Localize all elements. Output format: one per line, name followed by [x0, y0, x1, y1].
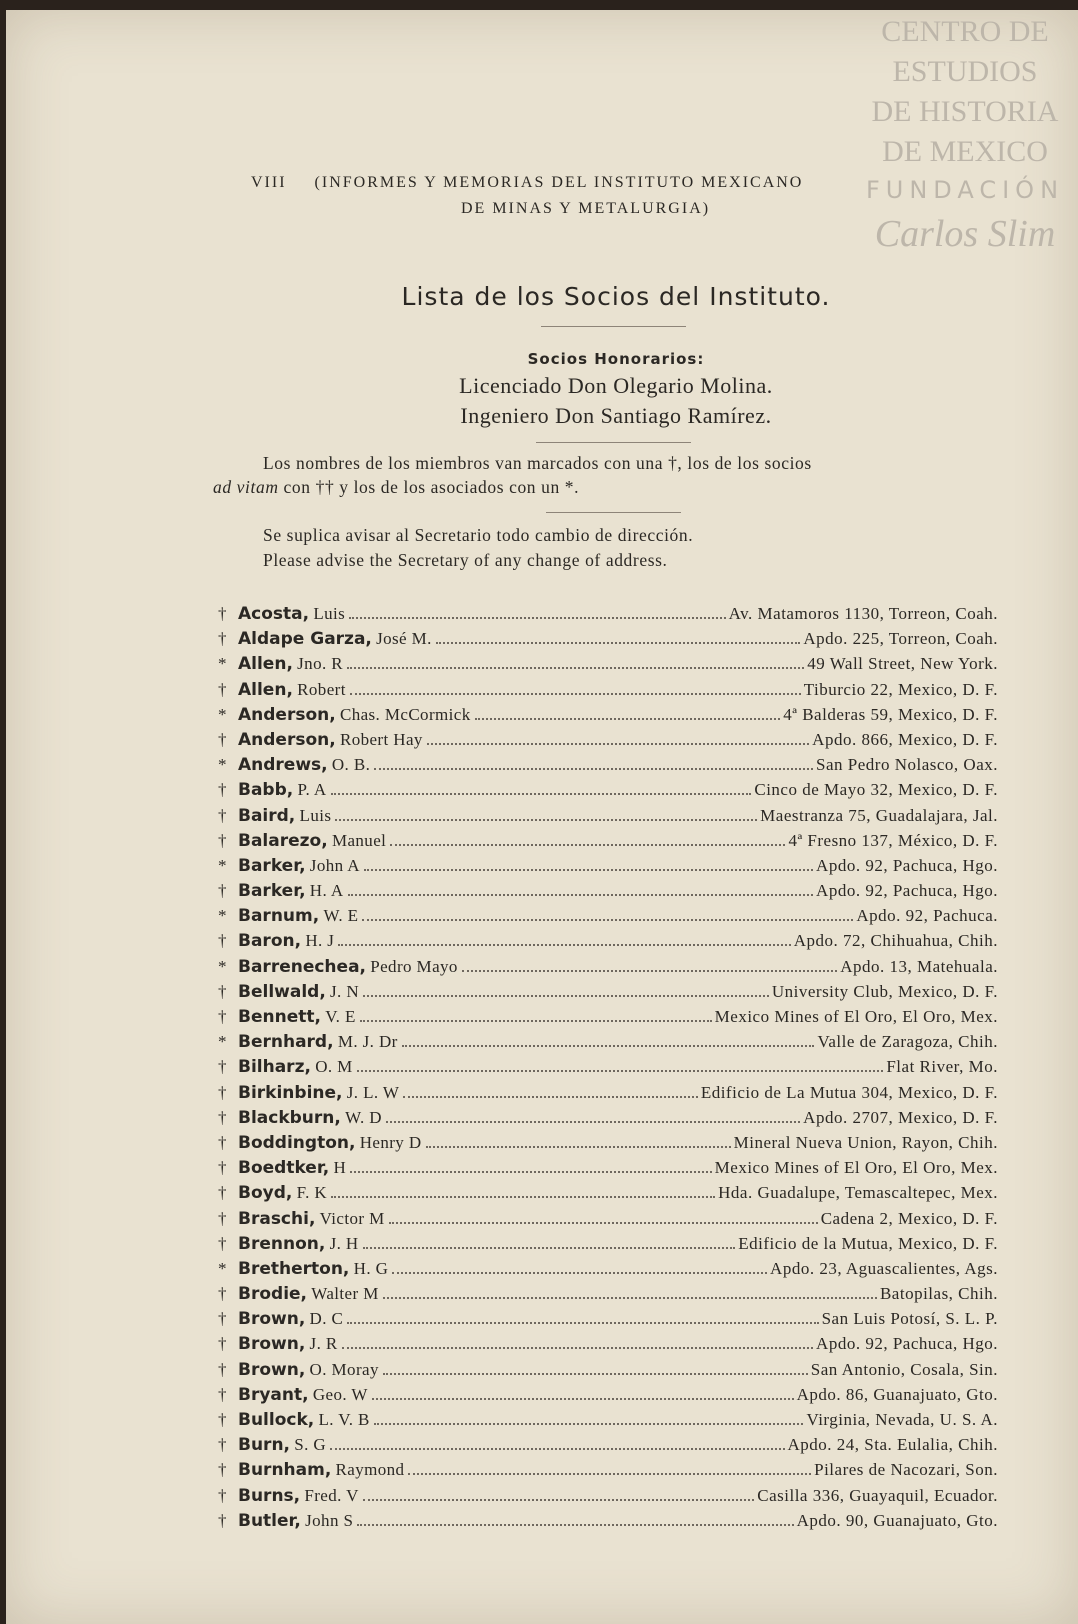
member-row	[218, 1133, 998, 1158]
member-address: Edificio de la Mutua, Mexico, D. F.	[738, 1233, 998, 1253]
member-given-name: Jno. R	[297, 654, 344, 674]
leader-dots	[335, 819, 757, 821]
watermark-line: DE MEXICO	[882, 135, 1048, 168]
member-address: San Pedro Nolasco, Oax.	[816, 755, 998, 775]
member-given-name: Manuel	[331, 830, 387, 850]
membership-mark: †	[218, 805, 227, 825]
member-row	[218, 629, 998, 654]
membership-mark: †	[218, 1460, 227, 1480]
leader-dots	[357, 1524, 793, 1526]
marks-note-line2	[213, 477, 579, 498]
member-row	[218, 1511, 998, 1536]
membership-mark: *	[218, 1258, 227, 1278]
membership-mark: †	[218, 981, 227, 1001]
member-given-name: Luis	[313, 604, 346, 623]
member-given-name: J. H	[329, 1233, 359, 1253]
member-row	[218, 680, 998, 705]
honorary-member: Licenciado Don Olegario Molina.	[459, 373, 773, 398]
member-address: Casilla 336, Guayaquil, Ecuador.	[757, 1485, 998, 1505]
marks-note-rest: con †† y los de los asociados con un *.	[283, 477, 580, 497]
membership-mark: †	[218, 1082, 227, 1102]
member-address: Tiburcio 22, Mexico, D. F.	[803, 679, 998, 699]
member-row	[218, 856, 998, 881]
marks-note-italic: ad vitam	[213, 477, 279, 497]
running-head-line1: (INFORMES Y MEMORIAS DEL INSTITUTO MEXICANO	[314, 174, 804, 191]
member-row	[218, 755, 998, 780]
member-surname: Baird,	[238, 805, 296, 826]
leader-dots	[374, 768, 813, 770]
member-address: San Luis Potosí, S. L. P.	[821, 1309, 998, 1329]
member-row	[218, 982, 998, 1007]
member-address: University Club, Mexico, D. F.	[771, 981, 998, 1001]
watermark-line: CENTRO DE	[881, 15, 1049, 48]
member-address: Av. Matamoros 1130, Torreon, Coah.	[728, 604, 998, 623]
address-note-en: Please advise the Secretary of any change of address.	[263, 550, 668, 570]
document-page	[6, 10, 1078, 1624]
member-given-name: Robert Hay	[339, 729, 423, 749]
leader-dots	[357, 1070, 884, 1072]
member-address: Batopilas, Chih.	[879, 1284, 998, 1304]
member-surname: Blackburn,	[238, 1107, 341, 1128]
membership-mark: †	[218, 604, 227, 623]
membership-mark: †	[218, 1384, 227, 1404]
member-given-name: Victor M	[319, 1208, 385, 1228]
membership-mark: †	[218, 1007, 227, 1026]
membership-mark: †	[218, 780, 227, 800]
member-surname: Burnham,	[238, 1460, 332, 1481]
member-surname: Birkinbine,	[238, 1082, 343, 1103]
member-given-name: John S	[305, 1510, 354, 1530]
member-row	[218, 780, 998, 805]
member-address: Virginia, Nevada, U. S. A.	[806, 1410, 998, 1429]
member-surname: Burn,	[238, 1435, 291, 1456]
member-row	[218, 906, 998, 931]
member-surname: Barrenechea,	[238, 956, 366, 977]
member-given-name: H. J	[305, 931, 335, 951]
member-surname: Baron,	[238, 931, 302, 952]
leader-dots	[475, 718, 781, 720]
member-row	[218, 705, 998, 730]
member-address: Mineral Nueva Union, Rayon, Chih.	[733, 1132, 998, 1152]
member-row	[218, 1158, 998, 1183]
leader-dots	[364, 869, 813, 871]
member-given-name: O. Moray	[309, 1359, 379, 1379]
member-given-name: L. V. B	[318, 1410, 370, 1429]
member-row	[218, 1083, 998, 1108]
member-given-name: Walter M	[311, 1284, 379, 1304]
member-given-name: Robert	[297, 679, 346, 699]
membership-mark: †	[218, 1233, 227, 1253]
member-address: Mexico Mines of El Oro, El Oro, Mex.	[714, 1158, 998, 1178]
member-surname: Brown,	[238, 1309, 306, 1330]
leader-dots	[363, 1499, 754, 1501]
membership-mark: †	[218, 1132, 227, 1152]
member-address: 4ª Balderas 59, Mexico, D. F.	[783, 704, 998, 724]
leader-dots	[331, 1196, 715, 1198]
leader-dots	[362, 919, 853, 921]
membership-mark: †	[218, 1284, 227, 1304]
leader-dots	[402, 1045, 815, 1047]
archive-watermark	[860, 12, 1070, 260]
member-row	[218, 1108, 998, 1133]
member-given-name: S. G	[294, 1435, 327, 1455]
address-note-es: Se suplica avisar al Secretario todo cambio de dirección.	[263, 525, 694, 545]
member-surname: Brown,	[238, 1334, 306, 1355]
member-row	[218, 931, 998, 956]
running-head-line2: DE MINAS Y METALURGIA)	[461, 200, 711, 217]
leader-dots	[383, 1373, 808, 1375]
member-surname: Brown,	[238, 1359, 306, 1380]
running-head	[251, 170, 931, 222]
member-given-name: Fred. V	[304, 1485, 359, 1505]
member-surname: Acosta,	[238, 604, 310, 624]
member-address: Apdo. 72, Chihuahua, Chih.	[793, 931, 998, 951]
leader-dots	[338, 944, 790, 946]
member-row	[218, 654, 998, 679]
member-surname: Andrews,	[238, 755, 328, 776]
member-address: Cinco de Mayo 32, Mexico, D. F.	[754, 780, 998, 800]
member-given-name: Chas. McCormick	[339, 704, 471, 724]
member-address: Apdo. 23, Aguascalientes, Ags.	[770, 1258, 998, 1278]
member-given-name: M. J. Dr	[337, 1032, 398, 1052]
member-row	[218, 1057, 998, 1082]
membership-mark: *	[218, 956, 227, 976]
membership-mark: *	[218, 654, 227, 674]
leader-dots	[462, 970, 837, 972]
member-address: Apdo. 13, Matehuala.	[840, 956, 998, 976]
member-given-name: J. N	[330, 981, 360, 1001]
watermark-fundacion: FUNDACIÓN	[865, 176, 1065, 204]
member-address: Cadena 2, Mexico, D. F.	[820, 1208, 998, 1228]
member-row	[218, 1284, 998, 1309]
member-given-name: J. R	[309, 1334, 338, 1354]
member-surname: Braschi,	[238, 1208, 316, 1229]
member-list	[218, 604, 998, 1536]
member-surname: Anderson,	[238, 729, 336, 750]
member-surname: Balarezo,	[238, 830, 328, 851]
leader-dots	[386, 1121, 800, 1123]
membership-mark: †	[218, 1107, 227, 1127]
membership-mark: †	[218, 1510, 227, 1530]
member-given-name: W. D	[345, 1107, 382, 1127]
membership-mark: †	[218, 1057, 227, 1077]
member-surname: Aldape Garza,	[238, 629, 372, 650]
honorary-member: Ingeniero Don Santiago Ramírez.	[460, 403, 772, 428]
member-address: Pilares de Nacozari, Son.	[814, 1460, 998, 1480]
leader-dots	[403, 1096, 698, 1098]
member-given-name: H. G	[353, 1258, 389, 1278]
divider	[541, 326, 686, 327]
leader-dots	[408, 1473, 811, 1475]
leader-dots	[392, 1272, 767, 1274]
leader-dots	[348, 894, 814, 896]
leader-dots	[331, 793, 752, 795]
page-number: VIII	[251, 174, 287, 191]
member-given-name: J. L. W	[346, 1082, 400, 1102]
member-row	[218, 1234, 998, 1259]
membership-mark: *	[218, 855, 227, 875]
member-given-name: Geo. W	[312, 1384, 368, 1404]
membership-mark: †	[218, 830, 227, 850]
membership-mark: †	[218, 1183, 227, 1203]
member-given-name: John A	[309, 855, 360, 875]
marks-note-line1: Los nombres de los miembros van marcados con una †, los de los socios	[263, 453, 812, 473]
member-row	[218, 1183, 998, 1208]
member-address: Maestranza 75, Guadalajara, Jal.	[760, 805, 998, 825]
member-address: Valle de Zaragoza, Chih.	[817, 1032, 998, 1052]
leader-dots	[389, 1222, 818, 1224]
membership-mark: *	[218, 704, 227, 724]
member-row	[218, 1360, 998, 1385]
leader-dots	[347, 667, 804, 669]
member-surname: Allen,	[238, 654, 293, 675]
member-address: Apdo. 90, Guanajuato, Gto.	[796, 1510, 998, 1530]
membership-mark: †	[218, 1334, 227, 1354]
member-row	[218, 1309, 998, 1334]
member-given-name: José M.	[376, 629, 432, 649]
divider	[546, 512, 681, 513]
leader-dots	[363, 995, 769, 997]
membership-mark: †	[218, 1208, 227, 1228]
member-surname: Babb,	[238, 780, 294, 801]
member-surname: Burns,	[238, 1485, 301, 1506]
leader-dots	[426, 1146, 731, 1148]
member-row	[218, 1460, 998, 1485]
member-given-name: V. E	[325, 1007, 356, 1026]
member-row	[218, 1486, 998, 1511]
leader-dots	[349, 617, 725, 619]
member-given-name: P. A	[297, 780, 327, 800]
member-address: Hda. Guadalupe, Temascaltepec, Mex.	[718, 1183, 998, 1203]
member-surname: Boddington,	[238, 1132, 356, 1153]
leader-dots	[436, 642, 801, 644]
member-surname: Bellwald,	[238, 981, 326, 1002]
leader-dots	[350, 693, 801, 695]
leader-dots	[374, 1423, 804, 1425]
member-surname: Allen,	[238, 679, 293, 700]
leader-dots	[372, 1398, 794, 1400]
member-surname: Bennett,	[238, 1007, 321, 1027]
member-row	[218, 1435, 998, 1460]
divider	[536, 442, 691, 443]
member-row	[218, 831, 998, 856]
member-given-name: Luis	[299, 805, 332, 825]
member-address: Apdo. 86, Guanajuato, Gto.	[796, 1384, 998, 1404]
membership-mark: †	[218, 931, 227, 951]
member-address: 4ª Fresno 137, México, D. F.	[788, 830, 998, 850]
leader-dots	[383, 1297, 877, 1299]
membership-mark: †	[218, 1359, 227, 1379]
member-surname: Butler,	[238, 1510, 301, 1531]
membership-mark: †	[218, 1485, 227, 1505]
member-address: Mexico Mines of El Oro, El Oro, Mex.	[714, 1007, 998, 1026]
leader-dots	[347, 1322, 818, 1324]
leader-dots	[330, 1448, 784, 1450]
member-surname: Brennon,	[238, 1233, 326, 1254]
member-given-name: Raymond	[335, 1460, 405, 1480]
member-given-name: W. E	[323, 906, 359, 926]
member-address: Flat River, Mo.	[886, 1057, 998, 1077]
member-given-name: Pedro Mayo	[370, 956, 458, 976]
leader-dots	[427, 743, 809, 745]
page-title: Lista de los Socios del Instituto.	[401, 282, 831, 311]
member-address: Apdo. 866, Mexico, D. F.	[812, 729, 998, 749]
membership-mark: *	[218, 906, 227, 926]
membership-mark: †	[218, 629, 227, 649]
member-address: Apdo. 225, Torreon, Coah.	[803, 629, 998, 649]
member-address: Apdo. 92, Pachuca, Hgo.	[816, 881, 998, 901]
member-address: Apdo. 92, Pachuca, Hgo.	[816, 855, 998, 875]
membership-mark: †	[218, 729, 227, 749]
membership-mark: *	[218, 755, 227, 775]
member-row	[218, 1032, 998, 1057]
watermark-line: DE HISTORIA	[871, 95, 1059, 128]
member-surname: Boedtker,	[238, 1158, 330, 1179]
membership-mark: †	[218, 679, 227, 699]
member-row	[218, 1334, 998, 1359]
member-address: Edificio de La Mutua 304, Mexico, D. F.	[700, 1082, 998, 1102]
member-surname: Bernhard,	[238, 1032, 334, 1053]
leader-dots	[360, 1020, 712, 1022]
member-surname: Boyd,	[238, 1183, 293, 1204]
member-address: Apdo. 2707, Mexico, D. F.	[803, 1107, 998, 1127]
member-row	[218, 604, 998, 629]
member-given-name: H	[333, 1158, 347, 1178]
member-row	[218, 957, 998, 982]
member-surname: Bretherton,	[238, 1258, 350, 1279]
watermark-signature: Carlos Slim	[874, 213, 1056, 255]
member-surname: Bullock,	[238, 1410, 315, 1430]
member-address: Apdo. 24, Sta. Eulalia, Chih.	[787, 1435, 998, 1455]
member-address: San Antonio, Cosala, Sin.	[810, 1359, 998, 1379]
member-surname: Barker,	[238, 881, 306, 902]
member-given-name: O. M	[315, 1057, 353, 1077]
member-surname: Barker,	[238, 855, 306, 876]
member-address: Apdo. 92, Pachuca, Hgo.	[816, 1334, 998, 1354]
member-surname: Brodie,	[238, 1284, 308, 1305]
member-surname: Bryant,	[238, 1384, 309, 1405]
membership-mark: †	[218, 1410, 227, 1429]
membership-mark: †	[218, 1158, 227, 1178]
membership-mark: †	[218, 1435, 227, 1455]
member-row	[218, 1385, 998, 1410]
leader-dots	[390, 844, 785, 846]
member-given-name: O. B.	[331, 755, 371, 775]
member-address: Apdo. 92, Pachuca.	[856, 906, 998, 926]
leader-dots	[342, 1347, 813, 1349]
member-address: 49 Wall Street, New York.	[807, 654, 998, 674]
leader-dots	[350, 1171, 712, 1173]
member-given-name: Henry D	[359, 1132, 422, 1152]
member-surname: Barnum,	[238, 906, 320, 927]
member-row	[218, 1259, 998, 1284]
member-given-name: D. C	[309, 1309, 344, 1329]
watermark-line: ESTUDIOS	[892, 55, 1038, 88]
membership-mark: *	[218, 1032, 227, 1052]
member-surname: Anderson,	[238, 704, 336, 725]
leader-dots	[363, 1247, 736, 1249]
member-row	[218, 1209, 998, 1234]
member-surname: Bilharz,	[238, 1057, 311, 1078]
member-row	[218, 806, 998, 831]
honorary-heading: Socios Honorarios:	[527, 350, 705, 368]
member-row	[218, 1410, 998, 1435]
membership-mark: †	[218, 1309, 227, 1329]
member-given-name: F. K	[296, 1183, 328, 1203]
member-row	[218, 1007, 998, 1032]
member-given-name: H. A	[309, 881, 344, 901]
member-row	[218, 730, 998, 755]
membership-mark: †	[218, 881, 227, 901]
member-row	[218, 881, 998, 906]
